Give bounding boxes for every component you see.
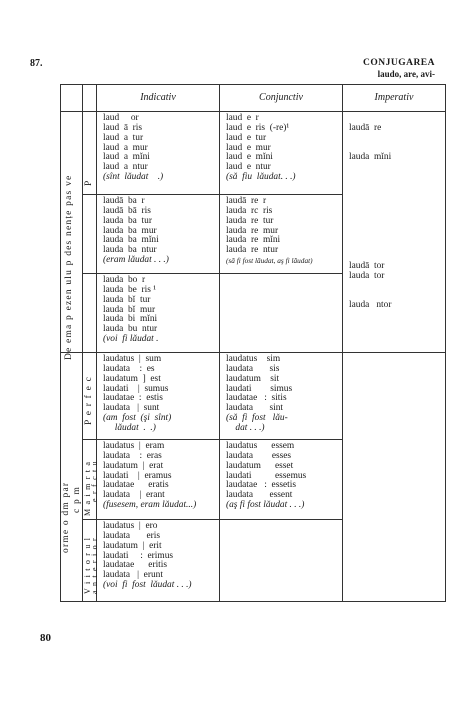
- mmcperfect-indicativ: laudatus | eram laudata : eras laudatum | erat laudati | eramus laudatae eratis laudata | erant (fusesem, eram lăudat...): [97, 440, 220, 520]
- viitor-anterior-indicativ: laudatus | ero laudata eris laudatum | erit laudati : erimus laudatae eritis laudata | erunt (voi fi fost lăudat . . .): [97, 520, 220, 602]
- side-inner-blank-1: [83, 195, 97, 274]
- side-label-outer-bottom-2: c p m: [72, 485, 82, 513]
- column-header-imperativ: Imperativ: [343, 85, 446, 112]
- side-label-inner-1-cell: [83, 112, 97, 195]
- viitor-anterior-conjunctiv: [220, 520, 343, 602]
- side-label-inner-4: V i i t o r u l: [83, 536, 92, 594]
- viitor-conjunctiv: [220, 274, 343, 353]
- corner-cell-2: [83, 85, 97, 112]
- imperativ-blank-cell: [343, 353, 446, 602]
- imperativ-cell: laudā re lauda mĭni laudā tor lauda tor lauda ntor: [343, 112, 446, 353]
- imperfect-indicativ: laudā ba r laudā bā ris lauda ba tur lauda ba mur lauda ba mĭni lauda ba ntur (eram lăudat . . .): [97, 195, 220, 274]
- column-header-indicativ: Indicativ: [97, 85, 220, 112]
- perfect-conjunctiv: laudatus sim laudata sis laudatum sit laudati simus laudatae : sitis laudata sint (să fi fost lău- dat . . .): [220, 353, 343, 440]
- mmcperfect-conjunctiv: laudatus essem laudata esses laudatum esset laudati essemus laudatae : essetis laudata essent (aş fi fost lăudat . . .): [220, 440, 343, 520]
- side-label-inner-4-cell: [83, 520, 97, 602]
- side-label-outer-bottom-cell: [61, 353, 83, 602]
- side-label-inner-3-cell: [83, 440, 97, 520]
- side-label-inner-3b: e r f c t u: [90, 460, 99, 502]
- prezent-indicativ: laud or laud ā ris laud a tur laud a mur laud a mĭni laud a ntur (sînt lăudat .): [97, 112, 220, 195]
- footer-page-number: 80: [40, 632, 51, 644]
- column-header-conjunctiv: Conjunctiv: [220, 85, 343, 112]
- imperfect-conjunctiv: laudā re r lauda rc ris lauda re tur lauda re mur lauda re mĭni lauda re ntur (să fi fost lăudat, aş fi lăudat): [220, 195, 343, 274]
- side-label-inner-2-cell: [83, 353, 97, 440]
- side-label-outer-top: De ema p ezen ulu p des nențe pas ve: [64, 174, 74, 360]
- perfect-indicativ: laudatus | sum laudata : es laudatum ] est laudati | sumus laudatae : estis laudata | sunt (am fost (şi sînt) lăudat . .): [97, 353, 220, 440]
- corner-cell: [61, 85, 83, 112]
- side-label-outer-bottom: orme o dm par: [61, 481, 71, 553]
- side-label-outer-top-cell: [61, 112, 83, 360]
- prezent-conjunctiv: laud e r laud e ris (-re)¹ laud e tur laud e mur laud e mĭni laud e ntur (să fiu lăudat. . .): [220, 112, 343, 195]
- header-title: CONJUGAREA: [362, 58, 435, 68]
- side-label-inner-2: P e r f e c: [84, 376, 94, 425]
- header-subtitle: laudo, are, avi-: [377, 69, 435, 79]
- side-label-inner-3: M a i m r t a: [83, 460, 92, 516]
- side-inner-blank-2: [83, 274, 97, 353]
- side-label-inner-1: P: [84, 179, 94, 186]
- viitor-indicativ: lauda bo r lauda be ris ¹ lauda bĭ tur lauda bĭ mur lauda bi mĭni lauda bu ntur (voi fi lăudat .: [97, 274, 220, 353]
- conjugation-table: [60, 84, 446, 602]
- header-page-number: 87.: [30, 58, 43, 69]
- side-label-inner-4b: a n t e r i o r: [90, 537, 99, 594]
